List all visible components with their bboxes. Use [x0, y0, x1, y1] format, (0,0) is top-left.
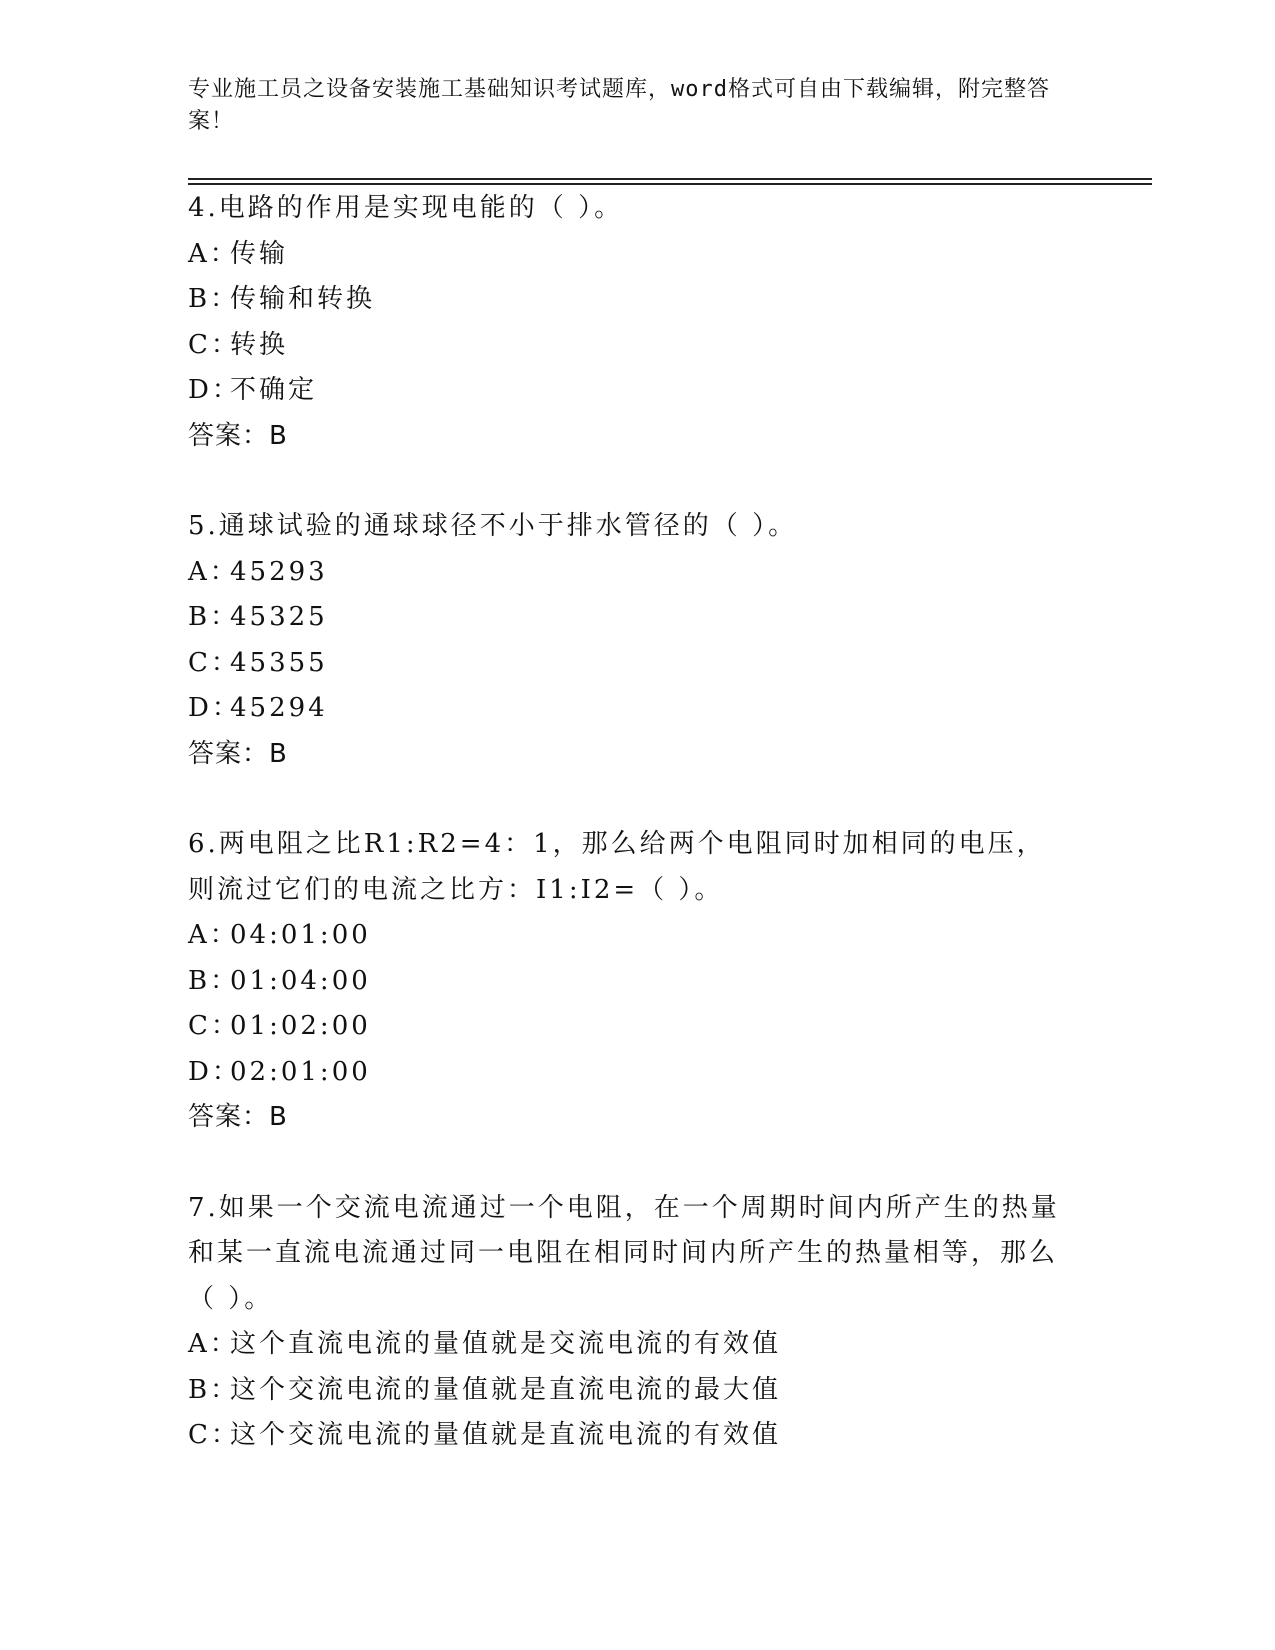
option-letter: B： [188, 1374, 240, 1405]
question-stem: 7.如果一个交流电流通过一个电阻，在一个周期时间内所产生的热量和某一直流电流通过同一电阻在相同时间内所产生的热量相等，那么（ ）。 [188, 1192, 1060, 1314]
option-b [188, 277, 1068, 323]
option-letter: C： [188, 647, 240, 678]
option-letter: B： [188, 284, 240, 314]
option-letter: C： [188, 1011, 240, 1041]
option-letter: B： [188, 965, 240, 996]
option-b [188, 959, 1068, 1005]
option-c [188, 641, 1068, 687]
option-b [188, 1368, 1068, 1414]
header-rule-bottom [188, 183, 1152, 185]
option-text: 这个交流电流的量值就是直流电流的最大值 [230, 1374, 782, 1405]
option-c [188, 1413, 1068, 1459]
option-letter: C： [188, 1420, 240, 1450]
question-stem: 5.通球试验的通球球径不小于排水管径的（ ）。 [188, 511, 798, 541]
option-text: 01:02:00 [230, 1011, 371, 1041]
option-text: 45293 [230, 556, 328, 587]
option-text: 这个交流电流的量值就是直流电流的有效值 [230, 1420, 782, 1450]
question-4 [188, 186, 1068, 459]
option-letter: D： [188, 375, 241, 405]
option-c [188, 323, 1068, 369]
option-letter: A： [188, 556, 239, 587]
option-letter: A： [188, 920, 239, 950]
document-header: 专业施工员之设备安装施工基础知识考试题库，word格式可自由下载编辑，附完整答案！ [188, 77, 1050, 134]
option-text: 传输 [230, 238, 289, 269]
option-d [188, 368, 1068, 414]
option-text: 45355 [230, 647, 328, 678]
question-list [188, 186, 1068, 1459]
answer-line: 答案：B [188, 738, 288, 769]
answer-line: 答案：B [188, 420, 288, 451]
option-text: 转换 [230, 329, 289, 360]
option-text: 01:04:00 [230, 965, 371, 996]
option-d [188, 686, 1068, 732]
option-text: 这个直流电流的量值就是交流电流的有效值 [230, 1329, 782, 1359]
option-text: 传输和转换 [230, 284, 376, 314]
option-d [188, 1050, 1068, 1096]
question-5 [188, 504, 1068, 777]
question-stem: 6.两电阻之比R1:R2=4：1，那么给两个电阻同时加相同的电压，则流过它们的电流之比方：I1:I2=（ ）。 [188, 829, 1046, 905]
question-7 [188, 1186, 1068, 1459]
option-c [188, 1004, 1068, 1050]
option-text: 04:01:00 [230, 920, 371, 950]
option-a [188, 913, 1068, 959]
option-a [188, 1322, 1068, 1368]
option-letter: D： [188, 1056, 241, 1087]
header-rule-top [188, 178, 1152, 180]
option-letter: C： [188, 329, 240, 360]
option-letter: B： [188, 602, 240, 632]
option-a [188, 232, 1068, 278]
option-letter: A： [188, 238, 239, 269]
answer-line: 答案：B [188, 1102, 288, 1132]
option-letter: A： [188, 1329, 239, 1359]
option-text: 02:01:00 [230, 1056, 371, 1087]
option-b [188, 595, 1068, 641]
option-text: 45294 [230, 693, 328, 723]
question-stem: 4.电路的作用是实现电能的（ ）。 [188, 193, 624, 223]
option-letter: D： [188, 693, 241, 723]
option-text: 45325 [230, 602, 328, 632]
option-a [188, 550, 1068, 596]
option-text: 不确定 [230, 375, 318, 405]
question-6 [188, 822, 1068, 1141]
